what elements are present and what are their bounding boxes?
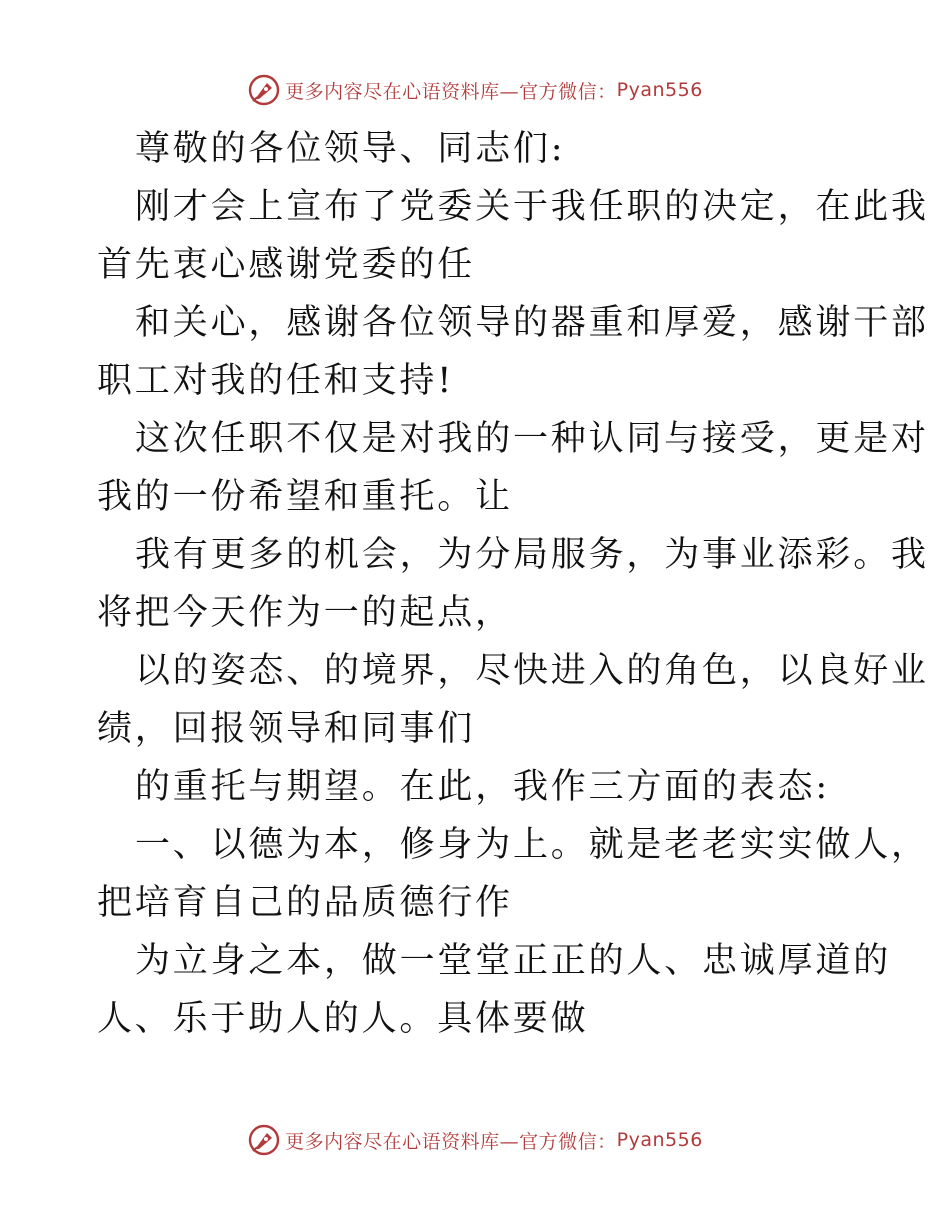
text-line: 把培育自己的品质德行作 — [97, 883, 513, 923]
text-line: 绩，回报领导和同事们 — [97, 709, 476, 749]
banner-wechat-id: Pyan556 — [616, 79, 703, 101]
footer-banner — [0, 1120, 950, 1160]
text-line: 以的姿态、的境界，尽快进入的角色，以良好业 — [135, 651, 929, 691]
pen-nib-logo-icon — [247, 1123, 281, 1157]
banner-text: 更多内容尽在心语资料库—官方微信： — [285, 80, 617, 103]
salutation-line: 尊敬的各位领导、同志们: — [135, 129, 566, 169]
document-body — [97, 120, 929, 1048]
text-line: 首先衷心感谢党委的任 — [97, 245, 476, 285]
text-line: 的重托与期望。在此，我作三方面的表态: — [135, 767, 830, 807]
pen-nib-logo-icon — [247, 73, 281, 107]
text-line: 刚才会上宣布了党委关于我任职的决定，在此我 — [135, 187, 929, 227]
text-line: 我有更多的机会，为分局服务，为事业添彩。我 — [135, 535, 929, 575]
text-line: 这次任职不仅是对我的一种认同与接受，更是对 — [135, 419, 929, 459]
banner-text: 更多内容尽在心语资料库—官方微信： — [285, 1130, 617, 1153]
text-line: 人、乐于助人的人。具体要做 — [97, 999, 589, 1039]
text-line: 为立身之本，做一堂堂正正的人、忠诚厚道的 — [135, 941, 892, 981]
header-banner — [0, 70, 950, 110]
text-line: 我的一份希望和重托。让 — [97, 477, 513, 517]
text-line: 将把今天作为一的起点， — [97, 593, 513, 633]
text-line: 和关心，感谢各位领导的器重和厚爱，感谢干部 — [135, 303, 929, 343]
banner-wechat-id: Pyan556 — [616, 1129, 703, 1151]
text-line: 职工对我的任和支持! — [97, 361, 455, 401]
text-line: 一、以德为本，修身为上。就是老老实实做人， — [135, 825, 929, 865]
